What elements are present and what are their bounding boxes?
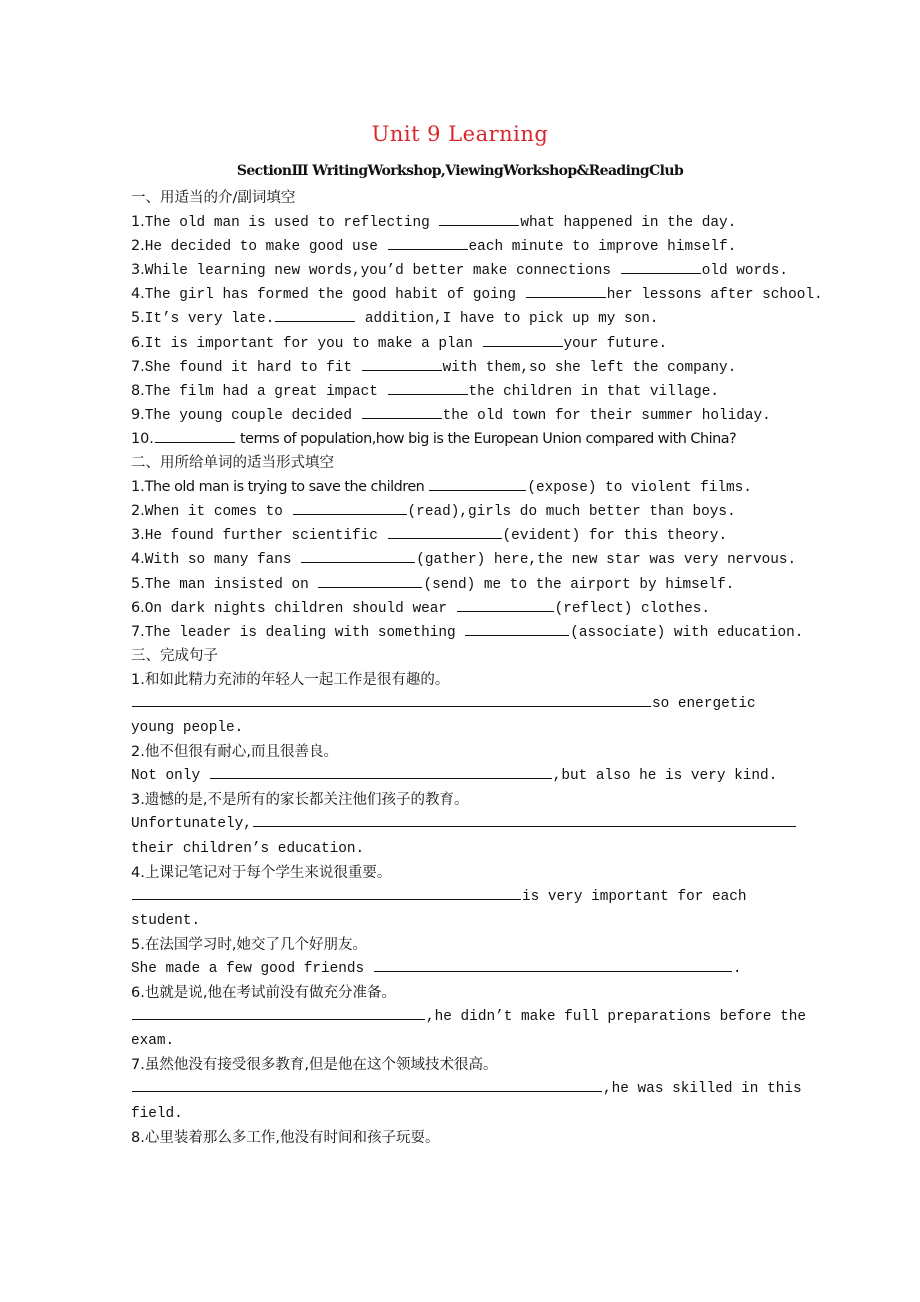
part1-item: 4.The girl has formed the good habit of going her lessons after school. — [131, 282, 791, 306]
part3-continuation: young people. — [131, 720, 244, 737]
answer-blank[interactable] — [293, 500, 407, 515]
part2-item: 2.When it comes to (read),girls do much better than boys. — [131, 499, 791, 523]
part3-answer-line: ,he was skilled in this — [131, 1077, 791, 1101]
part1-item: 2.He decided to make good use each minute to improve himself. — [131, 234, 791, 258]
answer-blank[interactable] — [132, 1077, 602, 1092]
part2-item: 4.With so many fans (gather) here,the new star was very nervous. — [131, 547, 791, 571]
answer-blank[interactable] — [483, 332, 563, 347]
part3-prompt: 8.心里装着那么多工作,他没有时间和孩子玩耍。 — [131, 1129, 440, 1146]
part3-answer-line: ,he didn’t make full preparations before the — [131, 1005, 791, 1029]
part3-prompt: 7.虽然他没有接受很多教育,但是他在这个领域技术很高。 — [131, 1057, 498, 1074]
part1-item: 9.The young couple decided the old town for their summer holiday. — [131, 403, 791, 427]
part3-heading: 三、完成句子 — [131, 647, 218, 664]
answer-blank[interactable] — [388, 235, 468, 250]
part3-prompt: 4.上课记笔记对于每个学生来说很重要。 — [131, 864, 392, 881]
part3-prompt: 1.和如此精力充沛的年轻人一起工作是很有趣的。 — [131, 671, 450, 688]
answer-blank[interactable] — [621, 259, 701, 274]
part1-item: 6.It is important for you to make a plan your future. — [131, 331, 791, 355]
part3-continuation: exam. — [131, 1033, 175, 1050]
part2-item: 6.On dark nights children should wear (reflect) clothes. — [131, 596, 791, 620]
part2-item: 1.The old man is trying to save the children (expose) to violent films. — [131, 475, 791, 499]
section-subtitle: SectionⅢ WritingWorkshop,ViewingWorkshop&ReadingClub — [236, 163, 684, 179]
part3-continuation: student. — [131, 912, 201, 929]
part3-answer-line: so energetic — [131, 692, 791, 716]
part3-answer-line: She made a few good friends . — [131, 957, 791, 981]
part1-heading: 一、用适当的介/副词填空 — [131, 190, 296, 206]
answer-blank[interactable] — [155, 428, 235, 443]
part3-continuation: field. — [131, 1105, 183, 1122]
answer-blank[interactable] — [318, 573, 422, 588]
answer-blank[interactable] — [275, 307, 355, 322]
part3-answer-line: is very important for each — [131, 885, 791, 909]
part2-item: 3.He found further scientific (evident) for this theory. — [131, 523, 791, 547]
part3-prompt: 5.在法国学习时,她交了几个好朋友。 — [131, 936, 367, 953]
part3-answer-line: Unfortunately, — [131, 812, 791, 836]
page-title: Unit 9 Learning — [371, 122, 549, 146]
answer-blank[interactable] — [374, 957, 732, 972]
part1-item: 3.While learning new words,you’d better make connections old words. — [131, 258, 791, 282]
part1-item: 10. terms of population,how big is the European Union compared with China? — [131, 427, 791, 451]
answer-blank[interactable] — [388, 524, 502, 539]
part1-item: 7.She found it hard to fit with them,so she left the company. — [131, 355, 791, 379]
answer-blank[interactable] — [388, 380, 468, 395]
answer-blank[interactable] — [362, 404, 442, 419]
answer-blank[interactable] — [253, 812, 796, 827]
answer-blank[interactable] — [132, 885, 521, 900]
part3-answer-line: Not only ,but also he is very kind. — [131, 764, 791, 788]
part1-item: 5.It’s very late. addition,I have to pick up my son. — [131, 306, 791, 330]
answer-blank[interactable] — [465, 621, 569, 636]
answer-blank[interactable] — [429, 476, 526, 491]
answer-blank[interactable] — [210, 764, 552, 779]
answer-blank[interactable] — [362, 356, 442, 371]
part3-continuation: their children’s education. — [131, 840, 365, 857]
answer-blank[interactable] — [301, 548, 415, 563]
part2-item: 7.The leader is dealing with something (associate) with education. — [131, 620, 791, 644]
part3-prompt: 2.他不但很有耐心,而且很善良。 — [131, 744, 338, 761]
part2-item: 5.The man insisted on (send) me to the airport by himself. — [131, 572, 791, 596]
part2-heading: 二、用所给单词的适当形式填空 — [131, 455, 334, 472]
answer-blank[interactable] — [132, 1005, 425, 1020]
part1-item: 1.The old man is used to reflecting what happened in the day. — [131, 210, 791, 234]
answer-blank[interactable] — [132, 692, 651, 707]
worksheet-content — [131, 186, 823, 1150]
answer-blank[interactable] — [439, 211, 519, 226]
part3-prompt: 6.也就是说,他在考试前没有做充分准备。 — [131, 985, 396, 1002]
part1-item: 8.The film had a great impact the children in that village. — [131, 379, 791, 403]
part3-prompt: 3.遗憾的是,不是所有的家长都关注他们孩子的教育。 — [131, 792, 469, 809]
answer-blank[interactable] — [526, 283, 606, 298]
answer-blank[interactable] — [457, 597, 554, 612]
